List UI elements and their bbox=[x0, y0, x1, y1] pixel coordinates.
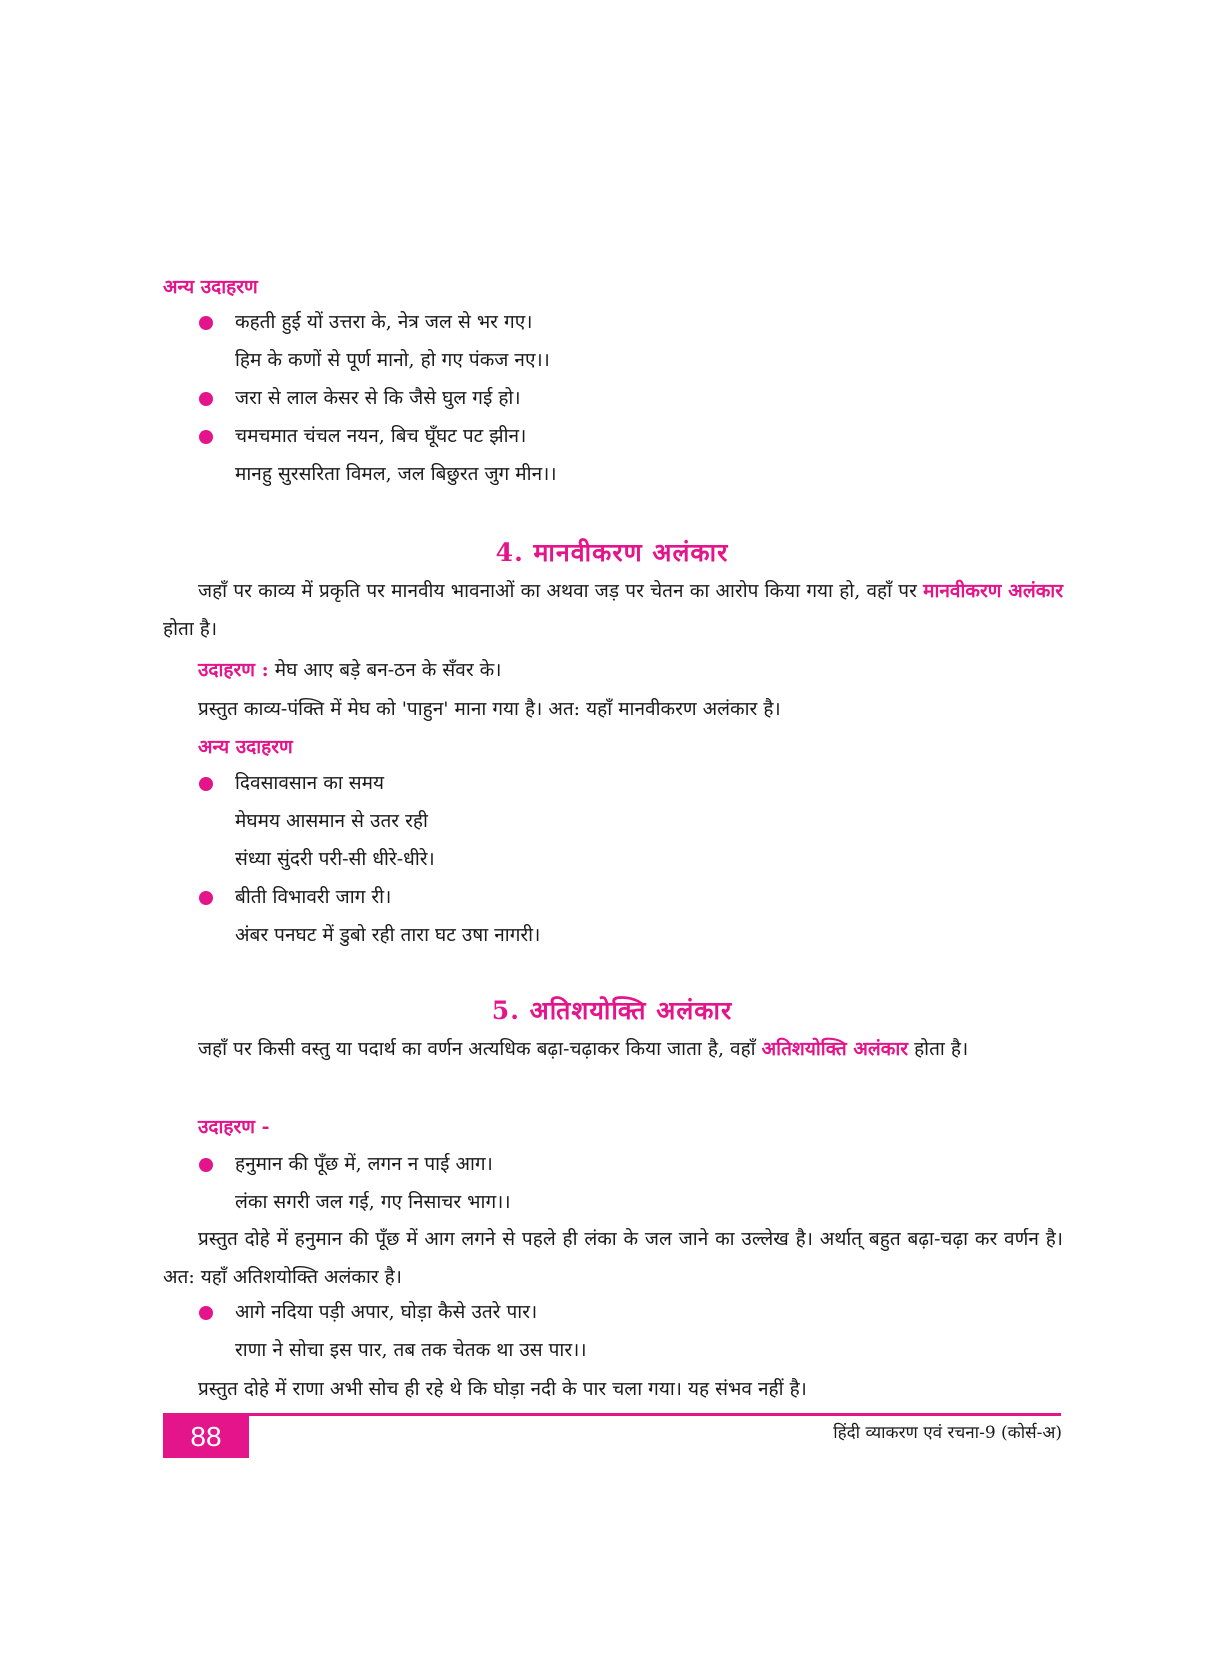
section-5-definition bbox=[163, 1030, 1063, 1068]
section-5-title: 5. अतिशयोक्ति अलंकार bbox=[491, 996, 733, 1025]
section-5-explanation-1: प्रस्तुत दोहे में हनुमान की पूँछ में आग लगने से पहले ही लंका के जल जाने का उल्लेख है। अर्थात् बहुत बढ़ा-चढ़ा कर वर्णन है। अत: यहाँ अतिशयोक्ति अलंकार है। bbox=[163, 1228, 1063, 1288]
page-number: 88 bbox=[163, 1415, 249, 1458]
example-line: कहती हुई यों उत्तरा के, नेत्र जल से भर गए। bbox=[235, 311, 533, 333]
bullet-icon bbox=[199, 777, 213, 791]
example-line: चमचमात चंचल नयन, बिच घूँघट पट झीन। bbox=[235, 425, 527, 447]
definition-text-end: होता है। bbox=[914, 1038, 969, 1060]
section-4-explanation: प्रस्तुत काव्य-पंक्ति में मेघ को 'पाहुन' माना गया है। अत: यहाँ मानवीकरण अलंकार है। bbox=[198, 698, 781, 720]
example-line: हनुमान की पूँछ में, लगन न पाई आग। bbox=[235, 1153, 493, 1175]
example-line: दिवसावसान का समय bbox=[235, 772, 385, 794]
section-5-example-label: उदाहरण - bbox=[198, 1116, 270, 1138]
example-line: आगे नदिया पड़ी अपार, घोड़ा कैसे उतरे पार। bbox=[235, 1301, 538, 1323]
bullet-icon bbox=[199, 891, 213, 905]
example-line: राणा ने सोचा इस पार, तब तक चेतक था उस पार।। bbox=[235, 1339, 587, 1361]
example-text: मेघ आए बड़े बन-ठन के सँवर के। bbox=[274, 659, 502, 681]
definition-keyword: मानवीकरण अलंकार bbox=[923, 580, 1063, 602]
example-label: उदाहरण : bbox=[198, 659, 269, 681]
definition-text: जहाँ पर किसी वस्तु या पदार्थ का वर्णन अत्यधिक बढ़ा-चढ़ाकर किया जाता है, वहाँ bbox=[198, 1038, 756, 1060]
bullet-icon bbox=[199, 1306, 213, 1320]
bullet-icon bbox=[199, 1158, 213, 1172]
definition-keyword: अतिशयोक्ति अलंकार bbox=[761, 1038, 909, 1060]
section-4-definition bbox=[163, 572, 1063, 648]
footer-rule bbox=[163, 1413, 1061, 1416]
bullet-icon bbox=[199, 392, 213, 406]
footer-book-title: हिंदी व्याकरण एवं रचना-9 (कोर्स-अ) bbox=[833, 1423, 1062, 1443]
definition-text-end: होता है। bbox=[163, 618, 218, 640]
example-line: संध्या सुंदरी परी-सी धीरे-धीरे। bbox=[235, 848, 435, 870]
example-line: मानहु सुरसरिता विमल, जल बिछुरत जुग मीन।। bbox=[235, 463, 557, 485]
example-line: जरा से लाल केसर से कि जैसे घुल गई हो। bbox=[235, 387, 521, 409]
example-line: हिम के कणों से पूर्ण मानो, हो गए पंकज नए।। bbox=[235, 349, 550, 371]
section-4-title: 4. मानवीकरण अलंकार bbox=[495, 538, 729, 567]
section-4-other-examples-heading: अन्य उदाहरण bbox=[198, 736, 293, 758]
example-line: अंबर पनघट में डुबो रही तारा घट उषा नागरी। bbox=[235, 924, 541, 946]
section-5-explanation-2: प्रस्तुत दोहे में राणा अभी सोच ही रहे थे कि घोड़ा नदी के पार चला गया। यह संभव नहीं है। bbox=[198, 1378, 807, 1400]
example-line: बीती विभावरी जाग री। bbox=[235, 886, 392, 908]
example-line: मेघमय आसमान से उतर रही bbox=[235, 810, 428, 832]
example-line: लंका सगरी जल गई, गए निसाचर भाग।। bbox=[235, 1191, 511, 1213]
section-4-example bbox=[198, 658, 501, 682]
bullet-icon bbox=[199, 316, 213, 330]
definition-text: जहाँ पर काव्य में प्रकृति पर मानवीय भावनाओं का अथवा जड़ पर चेतन का आरोप किया गया हो, वहाँ पर bbox=[198, 580, 917, 602]
other-examples-heading: अन्य उदाहरण bbox=[163, 276, 258, 298]
bullet-icon bbox=[199, 430, 213, 444]
